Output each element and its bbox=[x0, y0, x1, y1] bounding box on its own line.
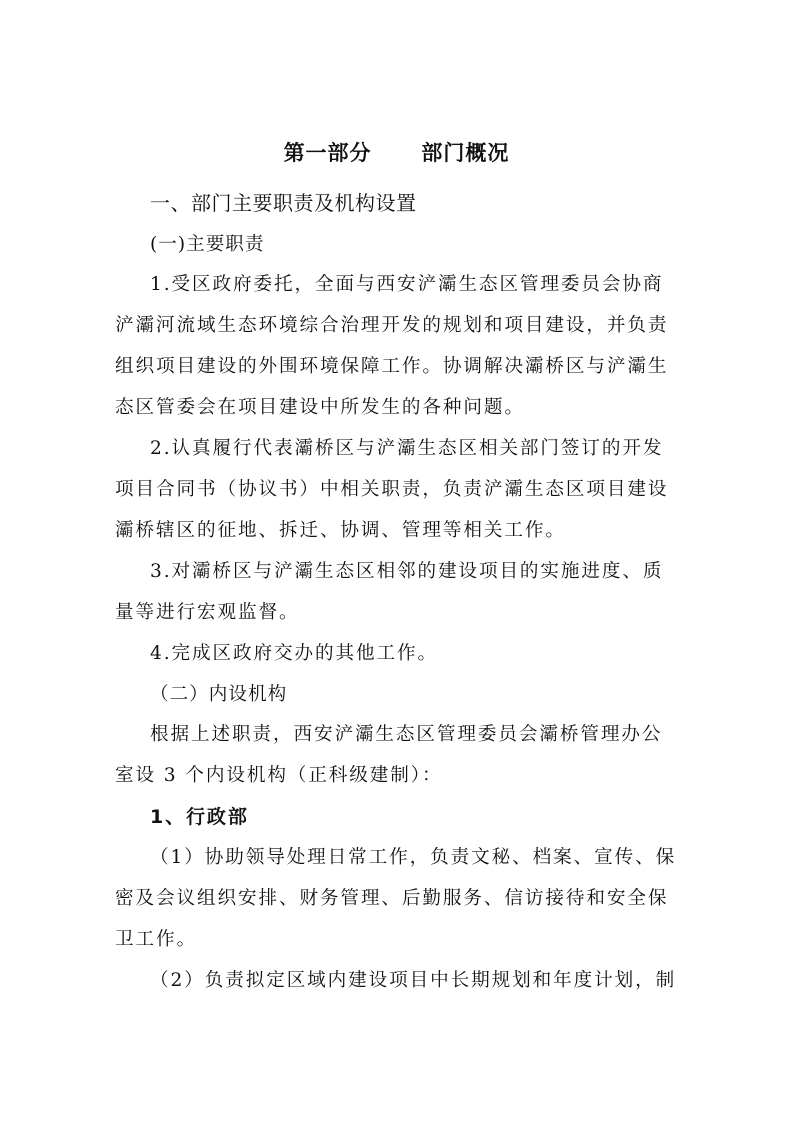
paragraph-line: （1）协助领导处理日常工作，负责文秘、档案、宣传、保 bbox=[150, 847, 677, 868]
paragraph-line: 1.受区政府委托，全面与西安浐灞生态区管理委员会协商 bbox=[150, 274, 664, 295]
department-heading: 1、行政部 bbox=[150, 806, 249, 828]
paragraph-line: 组织项目建设的外围环境保障工作。协调解决灞桥区与浐灞生 bbox=[115, 356, 669, 377]
subsection-heading: (一)主要职责 bbox=[150, 234, 265, 255]
section-heading: 一、部门主要职责及机构设置 bbox=[150, 191, 417, 215]
paragraph-line: 密及会议组织安排、财务管理、后勤服务、信访接待和安全保 bbox=[115, 888, 669, 909]
subsection-heading: （二）内设机构 bbox=[150, 684, 288, 705]
paragraph-line: 2.认真履行代表灞桥区与浐灞生态区相关部门签订的开发 bbox=[150, 438, 664, 459]
paragraph-line: 室设 3 个内设机构（正科级建制）： bbox=[115, 765, 443, 786]
paragraph-line: 灞桥辖区的征地、拆迁、协调、管理等相关工作。 bbox=[115, 520, 566, 541]
paragraph-line: 卫工作。 bbox=[115, 929, 197, 950]
paragraph-line: 根据上述职责，西安浐灞生态区管理委员会灞桥管理办公 bbox=[150, 724, 663, 745]
paragraph-line: （2）负责拟定区域内建设项目中长期规划和年度计划，制 bbox=[150, 970, 677, 991]
paragraph-line: 态区管委会在项目建设中所发生的各种问题。 bbox=[115, 397, 525, 418]
page-title: 第一部分 部门概况 bbox=[283, 141, 510, 165]
paragraph-line: 项目合同书（协议书）中相关职责，负责浐灞生态区项目建设 bbox=[115, 479, 669, 500]
paragraph-line: 浐灞河流域生态环境综合治理开发的规划和项目建设，并负责 bbox=[115, 315, 669, 336]
paragraph-line: 3.对灞桥区与浐灞生态区相邻的建设项目的实施进度、质 bbox=[150, 561, 664, 582]
paragraph-line: 量等进行宏观监督。 bbox=[115, 602, 300, 623]
paragraph-line: 4.完成区政府交办的其他工作。 bbox=[150, 643, 438, 664]
